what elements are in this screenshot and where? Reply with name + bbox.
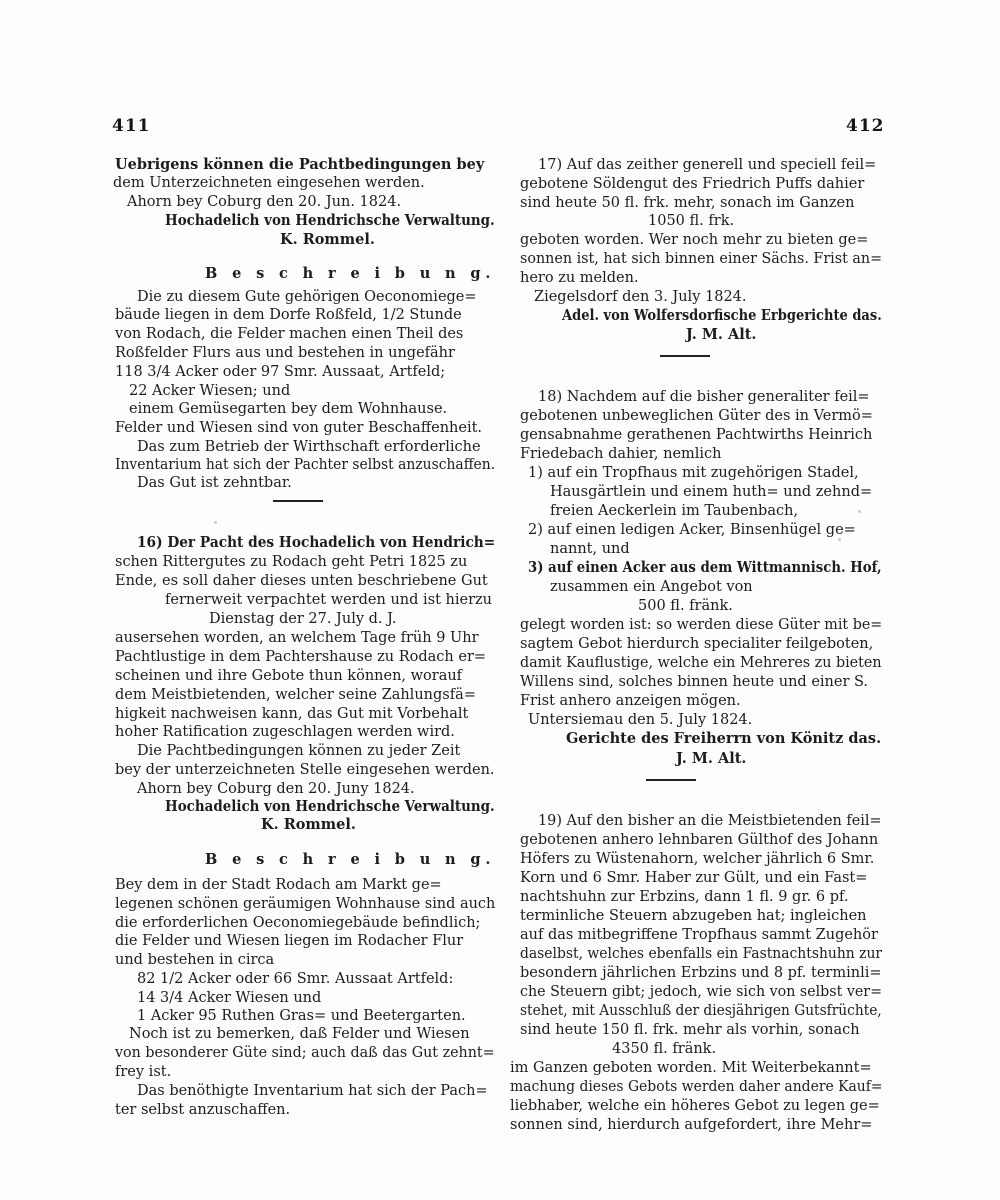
page-number-left: 411 [112, 116, 151, 136]
text-line: nannt, und [550, 541, 630, 557]
left-column [105, 0, 495, 1200]
text-line: Höfers zu Wüstenahorn, welcher jährlich 6 Smr. [520, 851, 875, 867]
text-line: Die zu diesem Gute gehörigen Oeconomiege= [137, 289, 477, 305]
text-line: Friedebach dahier, nemlich [520, 446, 722, 462]
text-line: J. M. Alt. [686, 326, 757, 343]
text-line: dem Unterzeichneten eingesehen werden. [113, 175, 425, 191]
text-line: Pachtlustige in dem Pachtershause zu Rodach er= [115, 649, 487, 665]
text-line: bäude liegen in dem Dorfe Roßfeld, 1/2 Stunde [115, 307, 462, 323]
text-line: Korn und 6 Smr. Haber zur Gült, und ein Fast= [520, 870, 868, 886]
text-line: Ahorn bey Coburg den 20. Juny 1824. [137, 781, 415, 797]
text-line: die erforderlichen Oeconomiegebäude befindlich; [115, 915, 481, 931]
text-line: Untersiemau den 5. July 1824. [528, 712, 753, 728]
text-line: geboten worden. Wer noch mehr zu bieten ge= [520, 232, 869, 248]
text-line: Das Gut ist zehntbar. [137, 475, 292, 491]
scan-speck [858, 510, 861, 513]
text-line: hoher Ratification zugeschlagen werden wird. [115, 724, 455, 740]
section-heading: B e s c h r e i b u n g. [205, 850, 496, 868]
scan-speck [838, 538, 841, 541]
text-line: Inventarium hat sich der Pachter selbst anzuschaffen. [115, 457, 496, 473]
text-line: bey der unterzeichneten Stelle eingesehen werden. [115, 762, 495, 778]
section-heading: B e s c h r e i b u n g. [205, 264, 496, 282]
text-line: Das benöthigte Inventarium hat sich der Pach= [137, 1083, 488, 1099]
right-column [510, 0, 882, 1200]
text-line: 19) Auf den bisher an die Meistbietenden feil= [538, 813, 882, 829]
text-line: higkeit nachweisen kann, das Gut mit Vorbehalt [115, 706, 469, 722]
page-number-right: 412 [846, 116, 885, 136]
text-line: daselbst, welches ebenfalls ein Fastnachtshuhn zur [520, 946, 883, 962]
text-line: damit Kauflustige, welche ein Mehreres zu bieten [520, 655, 882, 671]
text-line: legenen schönen geräumigen Wohnhause sind auch [115, 896, 496, 912]
text-line: 1) auf ein Tropfhaus mit zugehörigen Stadel, [528, 465, 859, 481]
text-line: hero zu melden. [520, 270, 639, 286]
text-line: Ende, es soll daher dieses unten beschriebene Gut [115, 573, 488, 589]
text-line: die Felder und Wiesen liegen im Rodacher Flur [115, 933, 464, 949]
text-line: auf das mitbegriffene Tropfhaus sammt Zugehör [520, 927, 878, 943]
text-line: 2) auf einen ledigen Acker, Binsenhügel ge= [528, 522, 856, 538]
text-line: 82 1/2 Acker oder 66 Smr. Aussaat Artfeld: [137, 971, 454, 987]
text-line: sagtem Gebot hierdurch specialiter feilgeboten, [520, 636, 874, 652]
text-line: 4350 fl. fränk. [612, 1041, 717, 1057]
text-line: Adel. von Wolfersdorfische Erbgerichte das. [562, 307, 882, 324]
text-line: Uebrigens können die Pachtbedingungen bey [115, 156, 485, 173]
text-line: sind heute 150 fl. frk. mehr als vorhin, sonach [520, 1022, 860, 1038]
text-line: machung dieses Gebots werden daher andere Kauf= [510, 1079, 883, 1095]
text-line: Hausgärtlein und einem huth= und zehnd= [550, 484, 873, 500]
text-line: Hochadelich von Hendrichsche Verwaltung. [165, 212, 495, 229]
text-line: Willens sind, solches binnen heute und einer S. [520, 674, 869, 690]
text-line: 22 Acker Wiesen; und [129, 383, 291, 399]
text-line: im Ganzen geboten worden. Mit Weiterbekannt= [510, 1060, 872, 1076]
text-line: ausersehen worden, an welchem Tage früh 9 Uhr [115, 630, 479, 646]
text-line: Dienstag der 27. July d. J. [209, 611, 397, 627]
text-line: von besonderer Güte sind; auch daß das Gut zehnt= [115, 1045, 495, 1061]
text-line: 16) Der Pacht des Hochadelich von Hendrich= [137, 534, 496, 551]
text-line: gebotene Söldengut des Friedrich Puffs dahier [520, 176, 865, 192]
text-line: 118 3/4 Acker oder 97 Smr. Aussaat, Artfeld; [115, 364, 446, 380]
text-line: terminliche Steuern abzugeben hat; ingleichen [520, 908, 867, 924]
text-line: J. M. Alt. [676, 750, 747, 767]
text-line: einem Gemüsegarten bey dem Wohnhause. [129, 401, 448, 417]
scan-speck [214, 521, 217, 524]
text-line: Felder und Wiesen sind von guter Beschaffenheit. [115, 420, 483, 436]
text-line: Bey dem in der Stadt Rodach am Markt ge= [115, 877, 442, 893]
text-line: 1 Acker 95 Ruthen Gras= und Beetergarten. [137, 1008, 466, 1024]
text-line: besondern jährlichen Erbzins und 8 pf. terminli= [520, 965, 882, 981]
text-line: gelegt worden ist: so werden diese Güter mit be= [520, 617, 883, 633]
text-line: 3) auf einen Acker aus dem Wittmannisch. Hof, [528, 559, 882, 576]
text-line: nachtshuhn zur Erbzins, dann 1 fl. 9 gr. 6 pf. [520, 889, 849, 905]
text-line: stehet, mit Ausschluß der diesjährigen Gutsfrüchte, [520, 1003, 882, 1019]
text-line: freien Aeckerlein im Taubenbach, [550, 503, 799, 519]
section-divider [646, 779, 696, 781]
text-line: Frist anhero anzeigen mögen. [520, 693, 741, 709]
text-line: Noch ist zu bemerken, daß Felder und Wiesen [129, 1026, 470, 1042]
text-line: Ziegelsdorf den 3. July 1824. [534, 289, 747, 305]
text-line: 18) Nachdem auf die bisher generaliter feil= [538, 389, 870, 405]
text-line: sonnen sind, hierdurch aufgefordert, ihre Mehr= [510, 1117, 873, 1133]
text-line: zusammen ein Angebot von [550, 579, 753, 595]
text-line: sind heute 50 fl. frk. mehr, sonach im Ganzen [520, 195, 855, 211]
text-line: gensabnahme gerathenen Pachtwirths Heinrich [520, 427, 873, 443]
text-line: gebotenen unbeweglichen Güter des in Vermö= [520, 408, 873, 424]
text-line: 14 3/4 Acker Wiesen und [137, 990, 322, 1006]
text-line: Gerichte des Freiherrn von Könitz das. [566, 730, 882, 747]
text-line: 1050 fl. frk. [648, 213, 735, 229]
text-line: und bestehen in circa [115, 952, 275, 968]
text-line: Die Pachtbedingungen können zu jeder Zeit [137, 743, 461, 759]
section-divider [273, 500, 323, 502]
text-line: Roßfelder Flurs aus und bestehen in ungefähr [115, 345, 455, 361]
text-line: Ahorn bey Coburg den 20. Jun. 1824. [127, 194, 402, 210]
text-line: che Steuern gibt; jedoch, wie sich von selbst ver= [520, 984, 883, 1000]
text-line: frey ist. [115, 1064, 172, 1080]
text-line: 500 fl. fränk. [638, 598, 733, 614]
text-line: schen Rittergutes zu Rodach geht Petri 1825 zu [115, 554, 468, 570]
text-line: von Rodach, die Felder machen einen Theil des [115, 326, 464, 342]
text-line: fernerweit verpachtet werden und ist hierzu [165, 592, 493, 608]
text-line: Hochadelich von Hendrichsche Verwaltung. [165, 798, 495, 815]
text-line: dem Meistbietenden, welcher seine Zahlungsfä= [115, 687, 476, 703]
text-line: K. Rommel. [261, 816, 356, 833]
text-line: Das zum Betrieb der Wirthschaft erforderliche [137, 439, 481, 455]
text-line: ter selbst anzuschaffen. [115, 1102, 291, 1118]
text-line: liebhaber, welche ein höheres Gebot zu legen ge= [510, 1098, 880, 1114]
text-line: scheinen und ihre Gebote thun können, worauf [115, 668, 463, 684]
text-line: gebotenen anhero lehnbaren Gülthof des Johann [520, 832, 879, 848]
text-line: sonnen ist, hat sich binnen einer Sächs. Frist an= [520, 251, 883, 267]
text-line: K. Rommel. [280, 231, 375, 248]
text-line: 17) Auf das zeither generell und speciell feil= [538, 157, 877, 173]
section-divider [660, 355, 710, 357]
